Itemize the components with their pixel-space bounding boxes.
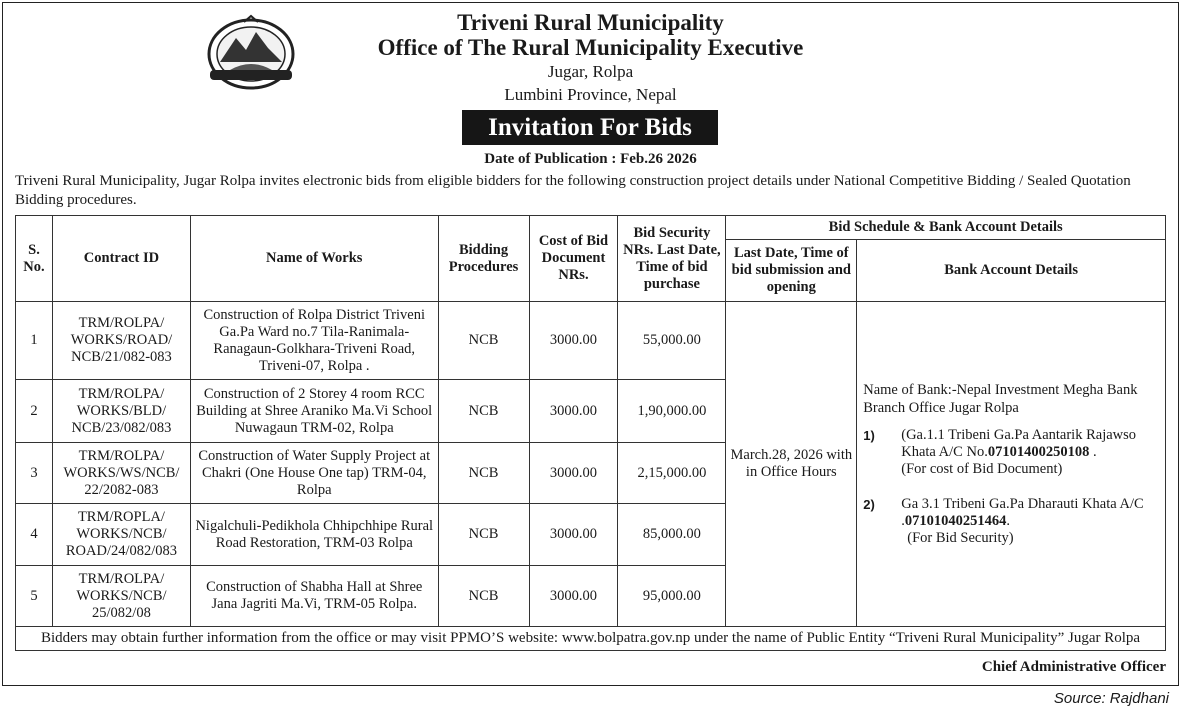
col-schedule-group: Bid Schedule & Bank Account Details: [726, 216, 1166, 240]
cell-security: 1,90,000.00: [618, 380, 726, 443]
cell-name: Construction of Rolpa District Triveni Ga.Pa Ward no.7 Tila-Ranimala-Ranagaun-Golkhara-Triveni Road, Triveni-07, Rolpa .: [190, 302, 438, 380]
cell-name: Construction of Shabha Hall at Shree Jana Jagriti Ma.Vi, TRM-05 Rolpa.: [190, 566, 438, 627]
account-2-text: Ga 3.1 Tribeni Ga.Pa Dharauti Khata A/C .: [901, 496, 1144, 529]
account-1: [863, 427, 1159, 478]
cell-procedure: NCB: [438, 566, 529, 627]
col-bank: Bank Account Details: [857, 240, 1166, 302]
account-2-no: 07101040251464: [904, 513, 1007, 529]
cell-contract-id: TRM/ROPLA/ WORKS/NCB/ ROAD/24/082/083: [52, 504, 190, 566]
cell-procedure: NCB: [438, 302, 529, 380]
account-2-note: (For Bid Security): [907, 530, 1014, 546]
cell-sn: 1: [16, 302, 53, 380]
cell-name: Construction of Water Supply Project at Chakri (One House One tap) TRM-04, Rolpa: [190, 443, 438, 504]
account-1-no: 07101400250108: [987, 444, 1090, 460]
col-bidding: Bidding Procedures: [438, 216, 529, 302]
cell-cost: 3000.00: [529, 380, 618, 443]
col-name: Name of Works: [190, 216, 438, 302]
account-2-number: 2): [863, 497, 875, 512]
cell-cost: 3000.00: [529, 504, 618, 566]
col-sn: S. No.: [16, 216, 53, 302]
municipality-name: Triveni Rural Municipality: [457, 10, 724, 35]
cell-security: 95,000.00: [618, 566, 726, 627]
office-name: Office of The Rural Municipality Executive: [377, 35, 804, 60]
cell-contract-id: TRM/ROLPA/ WORKS/NCB/ 25/082/08: [52, 566, 190, 627]
col-last-date: Last Date, Time of bid submission and opening: [726, 240, 857, 302]
cell-security: 2,15,000.00: [618, 443, 726, 504]
cell-contract-id: TRM/ROLPA/ WORKS/ROAD/ NCB/21/082-083: [52, 302, 190, 380]
account-2-end: .: [1006, 513, 1010, 529]
cell-cost: 3000.00: [529, 443, 618, 504]
table-row: [16, 302, 1166, 380]
account-1-text: (Ga.1.1 Tribeni Ga.Pa Aantarik Rajawso Khata A/C No.: [901, 427, 1137, 460]
cell-cost: 3000.00: [529, 566, 618, 627]
col-contract-id: Contract ID: [52, 216, 190, 302]
cell-cost: 3000.00: [529, 302, 618, 380]
account-2: [863, 496, 1159, 547]
col-security: Bid Security NRs. Last Date, Time of bid purchase: [618, 216, 726, 302]
cell-procedure: NCB: [438, 443, 529, 504]
cell-sn: 2: [16, 380, 53, 443]
cell-contract-id: TRM/ROLPA/ WORKS/BLD/ NCB/23/082/083: [52, 380, 190, 443]
cell-name: Construction of 2 Storey 4 room RCC Building at Shree Araniko Ma.Vi School Nuwagaun TRM-02, Rolpa: [190, 380, 438, 443]
address-line: Jugar, Rolpa: [547, 62, 634, 81]
cell-sn: 5: [16, 566, 53, 627]
cell-security: 85,000.00: [618, 504, 726, 566]
account-1-end: .: [1089, 444, 1097, 460]
bank-name: Name of Bank:-Nepal Investment Megha Bank Branch Office Jugar Rolpa: [863, 382, 1138, 416]
cell-last-date: March.28, 2026 with in Office Hours: [726, 302, 857, 627]
publication-date: Date of Publication : Feb.26 2026: [484, 151, 697, 167]
bids-table: [15, 215, 1166, 651]
source-credit: Source: Rajdhani: [1053, 690, 1169, 707]
col-cost: Cost of Bid Document NRs.: [529, 216, 618, 302]
account-1-number: 1): [863, 428, 875, 443]
invitation-banner: Invitation For Bids: [462, 110, 718, 145]
cell-security: 55,000.00: [618, 302, 726, 380]
cell-bank-details: [857, 302, 1166, 627]
footer-note: Bidders may obtain further information from the office or may visit PPMO’S website: www.bolpatra.gov.np under the name of Public Entity “Triveni Rural Municipality” Jugar Rolpa: [16, 627, 1166, 651]
account-1-note: (For cost of Bid Document): [901, 461, 1063, 477]
cell-procedure: NCB: [438, 380, 529, 443]
cell-sn: 4: [16, 504, 53, 566]
cell-name: Nigalchuli-Pedikhola Chhipchhipe Rural Road Restoration, TRM-03 Rolpa: [190, 504, 438, 566]
table-footer-row: [16, 627, 1166, 651]
signatory: Chief Administrative Officer: [981, 659, 1166, 675]
cell-sn: 3: [16, 443, 53, 504]
cell-contract-id: TRM/ROLPA/ WORKS/WS/NCB/ 22/2082-083: [52, 443, 190, 504]
intro-paragraph: Triveni Rural Municipality, Jugar Rolpa invites electronic bids from eligible bidders for the following construction project details under National Competitive Bidding / Sealed Quotation Bidding procedures.: [15, 173, 1131, 208]
province-line: Lumbini Province, Nepal: [504, 85, 677, 104]
cell-procedure: NCB: [438, 504, 529, 566]
